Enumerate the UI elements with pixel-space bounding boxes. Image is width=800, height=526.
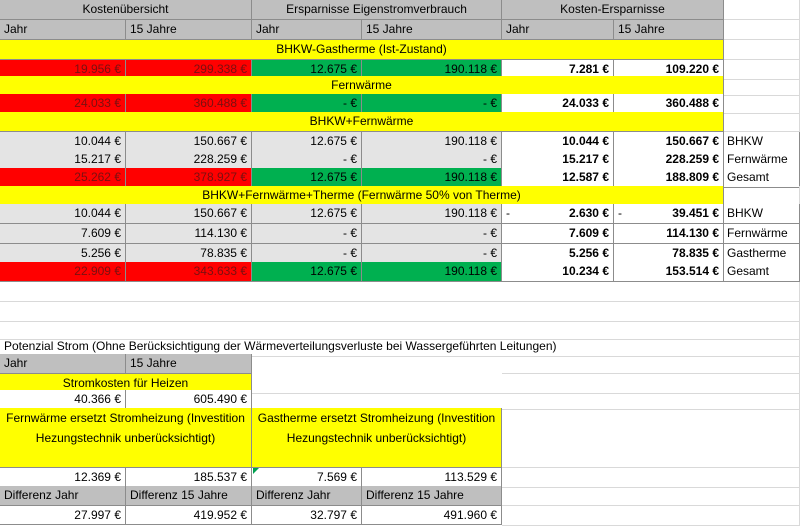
diff-gas-15[interactable]: 491.960 € xyxy=(362,506,502,525)
cell-ke-jahr[interactable]: 5.256 € xyxy=(502,244,614,264)
fern-jahr[interactable]: 12.369 € xyxy=(0,468,126,488)
cell-ke-15[interactable]: 150.667 € xyxy=(614,132,724,152)
cell-ke-jahr[interactable]: - 2.630 € xyxy=(502,204,614,224)
strom-15[interactable]: 605.490 € xyxy=(126,390,252,410)
header-15-jahre[interactable]: 15 Jahre xyxy=(614,20,724,40)
comment-indicator-icon xyxy=(253,468,259,474)
gas-jahr[interactable]: 7.569 € xyxy=(252,468,362,488)
minus-sign: - xyxy=(618,206,622,220)
empty-cell[interactable] xyxy=(502,506,800,526)
cell-ersparnis-15[interactable]: - € xyxy=(362,244,502,264)
header-kostenuebersicht[interactable]: Kostenübersicht xyxy=(0,0,252,20)
fern-ersetzt-label[interactable]: Fernwärme ersetzt Stromheizung (Investition Hezungstechnik unberücksichtigt) xyxy=(0,408,252,468)
row-label-gastherme[interactable]: Gastherme xyxy=(724,244,800,264)
empty-cell[interactable] xyxy=(724,76,800,96)
empty-cell[interactable] xyxy=(724,186,800,206)
cell-kosten-15[interactable]: 343.633 € xyxy=(126,262,252,282)
cell-kosten-jahr[interactable]: 19.956 € xyxy=(0,60,126,80)
row-label-bhkw[interactable]: BHKW xyxy=(724,204,800,224)
empty-cell[interactable] xyxy=(724,0,800,20)
cell-kosten-15[interactable]: 228.259 € xyxy=(126,150,252,170)
diff-fern-15[interactable]: 419.952 € xyxy=(126,506,252,525)
empty-cell[interactable] xyxy=(502,408,800,468)
row-label-bhkw[interactable]: BHKW xyxy=(724,132,800,152)
empty-cell[interactable] xyxy=(252,390,800,410)
cell-kosten-15[interactable]: 378.927 € xyxy=(126,168,252,188)
section-bhkw-fernwaerme-therme[interactable]: BHKW+Fernwärme+Therme (Fernwärme 50% von Therme) xyxy=(0,186,724,206)
cell-ersparnis-15[interactable]: 190.118 € xyxy=(362,262,502,282)
cell-kosten-jahr[interactable]: 7.609 € xyxy=(0,224,126,244)
cell-kosten-jahr[interactable]: 25.262 € xyxy=(0,168,126,188)
potenzial-header-jahr[interactable]: Jahr xyxy=(0,354,126,374)
stromkosten-label[interactable]: Stromkosten für Heizen xyxy=(0,374,252,394)
potenzial-title[interactable]: Potenzial Strom (Ohne Berücksichtigung der Wärmeverteilungsverluste bei Wassergeführten Leitungen) xyxy=(4,339,557,353)
header-jahr[interactable]: Jahr xyxy=(0,20,126,40)
cell-kosten-jahr[interactable]: 15.217 € xyxy=(0,150,126,170)
strom-jahr[interactable]: 40.366 € xyxy=(0,390,126,410)
cell-kosten-jahr[interactable]: 5.256 € xyxy=(0,244,126,264)
cell-kosten-15[interactable]: 299.338 € xyxy=(126,60,252,80)
cell-ke-jahr[interactable]: 7.609 € xyxy=(502,224,614,244)
gas-ersetzt-label[interactable]: Gastherme ersetzt Stromheizung (Investition Hezungstechnik unberücksichtigt) xyxy=(252,408,502,468)
cell-ersparnis-jahr[interactable]: 12.675 € xyxy=(252,132,362,152)
diff-fern-jahr[interactable]: 27.997 € xyxy=(0,506,126,525)
cell-ersparnis-jahr[interactable]: 12.675 € xyxy=(252,262,362,282)
cell-ersparnis-15[interactable]: - € xyxy=(362,224,502,244)
row-label-gesamt[interactable]: Gesamt xyxy=(724,262,800,282)
cell-ersparnis-15[interactable]: 190.118 € xyxy=(362,132,502,152)
header-jahr[interactable]: Jahr xyxy=(252,20,362,40)
cell-ke-jahr[interactable]: 10.044 € xyxy=(502,132,614,152)
empty-cell[interactable] xyxy=(502,486,800,506)
section-fernwaerme[interactable]: Fernwärme xyxy=(0,76,724,96)
cell-ersparnis-jahr[interactable]: 12.675 € xyxy=(252,204,362,224)
cell-ke-15[interactable]: 78.835 € xyxy=(614,244,724,264)
cell-ke-15[interactable]: 228.259 € xyxy=(614,150,724,170)
cell-kosten-jahr[interactable]: 10.044 € xyxy=(0,204,126,224)
cell-kosten-jahr[interactable]: 10.044 € xyxy=(0,132,126,152)
diff-15-label[interactable]: Differenz 15 Jahre xyxy=(362,486,502,506)
row-label-gesamt[interactable]: Gesamt xyxy=(724,168,800,188)
cell-ke-jahr[interactable]: 12.587 € xyxy=(502,168,614,188)
cell-kosten-15[interactable]: 360.488 € xyxy=(126,94,252,114)
cell-ersparnis-15[interactable]: - € xyxy=(362,94,502,114)
diff-jahr-label[interactable]: Differenz Jahr xyxy=(252,486,362,506)
empty-cell[interactable] xyxy=(724,112,800,132)
cell-ke-jahr[interactable]: 24.033 € xyxy=(502,94,614,114)
cell-ersparnis-jahr[interactable]: - € xyxy=(252,94,362,114)
fern-15[interactable]: 185.537 € xyxy=(126,468,252,488)
cell-ersparnis-jahr[interactable]: 12.675 € xyxy=(252,60,362,80)
cell-ke-15[interactable]: 114.130 € xyxy=(614,224,724,244)
row-label-fernwaerme[interactable]: Fernwärme xyxy=(724,150,800,170)
cell-ke-15[interactable]: - 39.451 € xyxy=(614,204,724,224)
section-bhkw-fernwaerme[interactable]: BHKW+Fernwärme xyxy=(0,112,724,132)
section-bhkw-gastherme[interactable]: BHKW-Gastherme (Ist-Zustand) xyxy=(0,40,724,60)
cell-ersparnis-jahr[interactable]: - € xyxy=(252,224,362,244)
diff-15-label[interactable]: Differenz 15 Jahre xyxy=(126,486,252,506)
cell-ersparnis-jahr[interactable]: - € xyxy=(252,244,362,264)
cell-ersparnis-15[interactable]: 190.118 € xyxy=(362,204,502,224)
gas-15[interactable]: 113.529 € xyxy=(362,468,502,488)
header-kosten-ersparnisse[interactable]: Kosten-Ersparnisse xyxy=(502,0,724,20)
cell-ersparnis-jahr[interactable]: 12.675 € xyxy=(252,168,362,188)
cell-ke-15[interactable]: 109.220 € xyxy=(614,60,724,80)
cell-ke-15[interactable]: 188.809 € xyxy=(614,168,724,188)
cell-ersparnis-jahr[interactable]: - € xyxy=(252,150,362,170)
header-15-jahre[interactable]: 15 Jahre xyxy=(362,20,502,40)
empty-row[interactable] xyxy=(0,282,800,302)
cell-ersparnis-15[interactable]: - € xyxy=(362,150,502,170)
empty-cell[interactable] xyxy=(724,94,800,114)
empty-row[interactable] xyxy=(0,302,800,322)
cell-kosten-15[interactable]: 150.667 € xyxy=(126,204,252,224)
cell-ke-15[interactable]: 153.514 € xyxy=(614,262,724,282)
empty-cell[interactable] xyxy=(724,40,800,60)
cell-ersparnis-15[interactable]: 190.118 € xyxy=(362,60,502,80)
empty-cell[interactable] xyxy=(502,468,800,488)
cell-ke-jahr[interactable]: 15.217 € xyxy=(502,150,614,170)
cell-ke-15[interactable]: 360.488 € xyxy=(614,94,724,114)
header-15-jahre[interactable]: 15 Jahre xyxy=(126,20,252,40)
header-jahr[interactable]: Jahr xyxy=(502,20,614,40)
cell-kosten-jahr[interactable]: 24.033 € xyxy=(0,94,126,114)
cell-kosten-15[interactable]: 114.130 € xyxy=(126,224,252,244)
cell-kosten-15[interactable]: 78.835 € xyxy=(126,244,252,264)
header-ersparnisse[interactable]: Ersparnisse Eigenstromverbrauch xyxy=(252,0,502,20)
cell-ke-jahr[interactable]: 10.234 € xyxy=(502,262,614,282)
cell-ke-jahr[interactable]: 7.281 € xyxy=(502,60,614,80)
empty-cell[interactable] xyxy=(724,20,800,40)
diff-jahr-label[interactable]: Differenz Jahr xyxy=(0,486,126,506)
potenzial-header-15[interactable]: 15 Jahre xyxy=(126,354,252,374)
diff-gas-jahr[interactable]: 32.797 € xyxy=(252,506,362,525)
cell-kosten-15[interactable]: 150.667 € xyxy=(126,132,252,152)
cell-kosten-jahr[interactable]: 22.909 € xyxy=(0,262,126,282)
minus-sign: - xyxy=(506,206,510,220)
row-label-fernwaerme[interactable]: Fernwärme xyxy=(724,224,800,244)
empty-cell[interactable] xyxy=(502,354,800,374)
cell-ersparnis-15[interactable]: 190.118 € xyxy=(362,168,502,188)
